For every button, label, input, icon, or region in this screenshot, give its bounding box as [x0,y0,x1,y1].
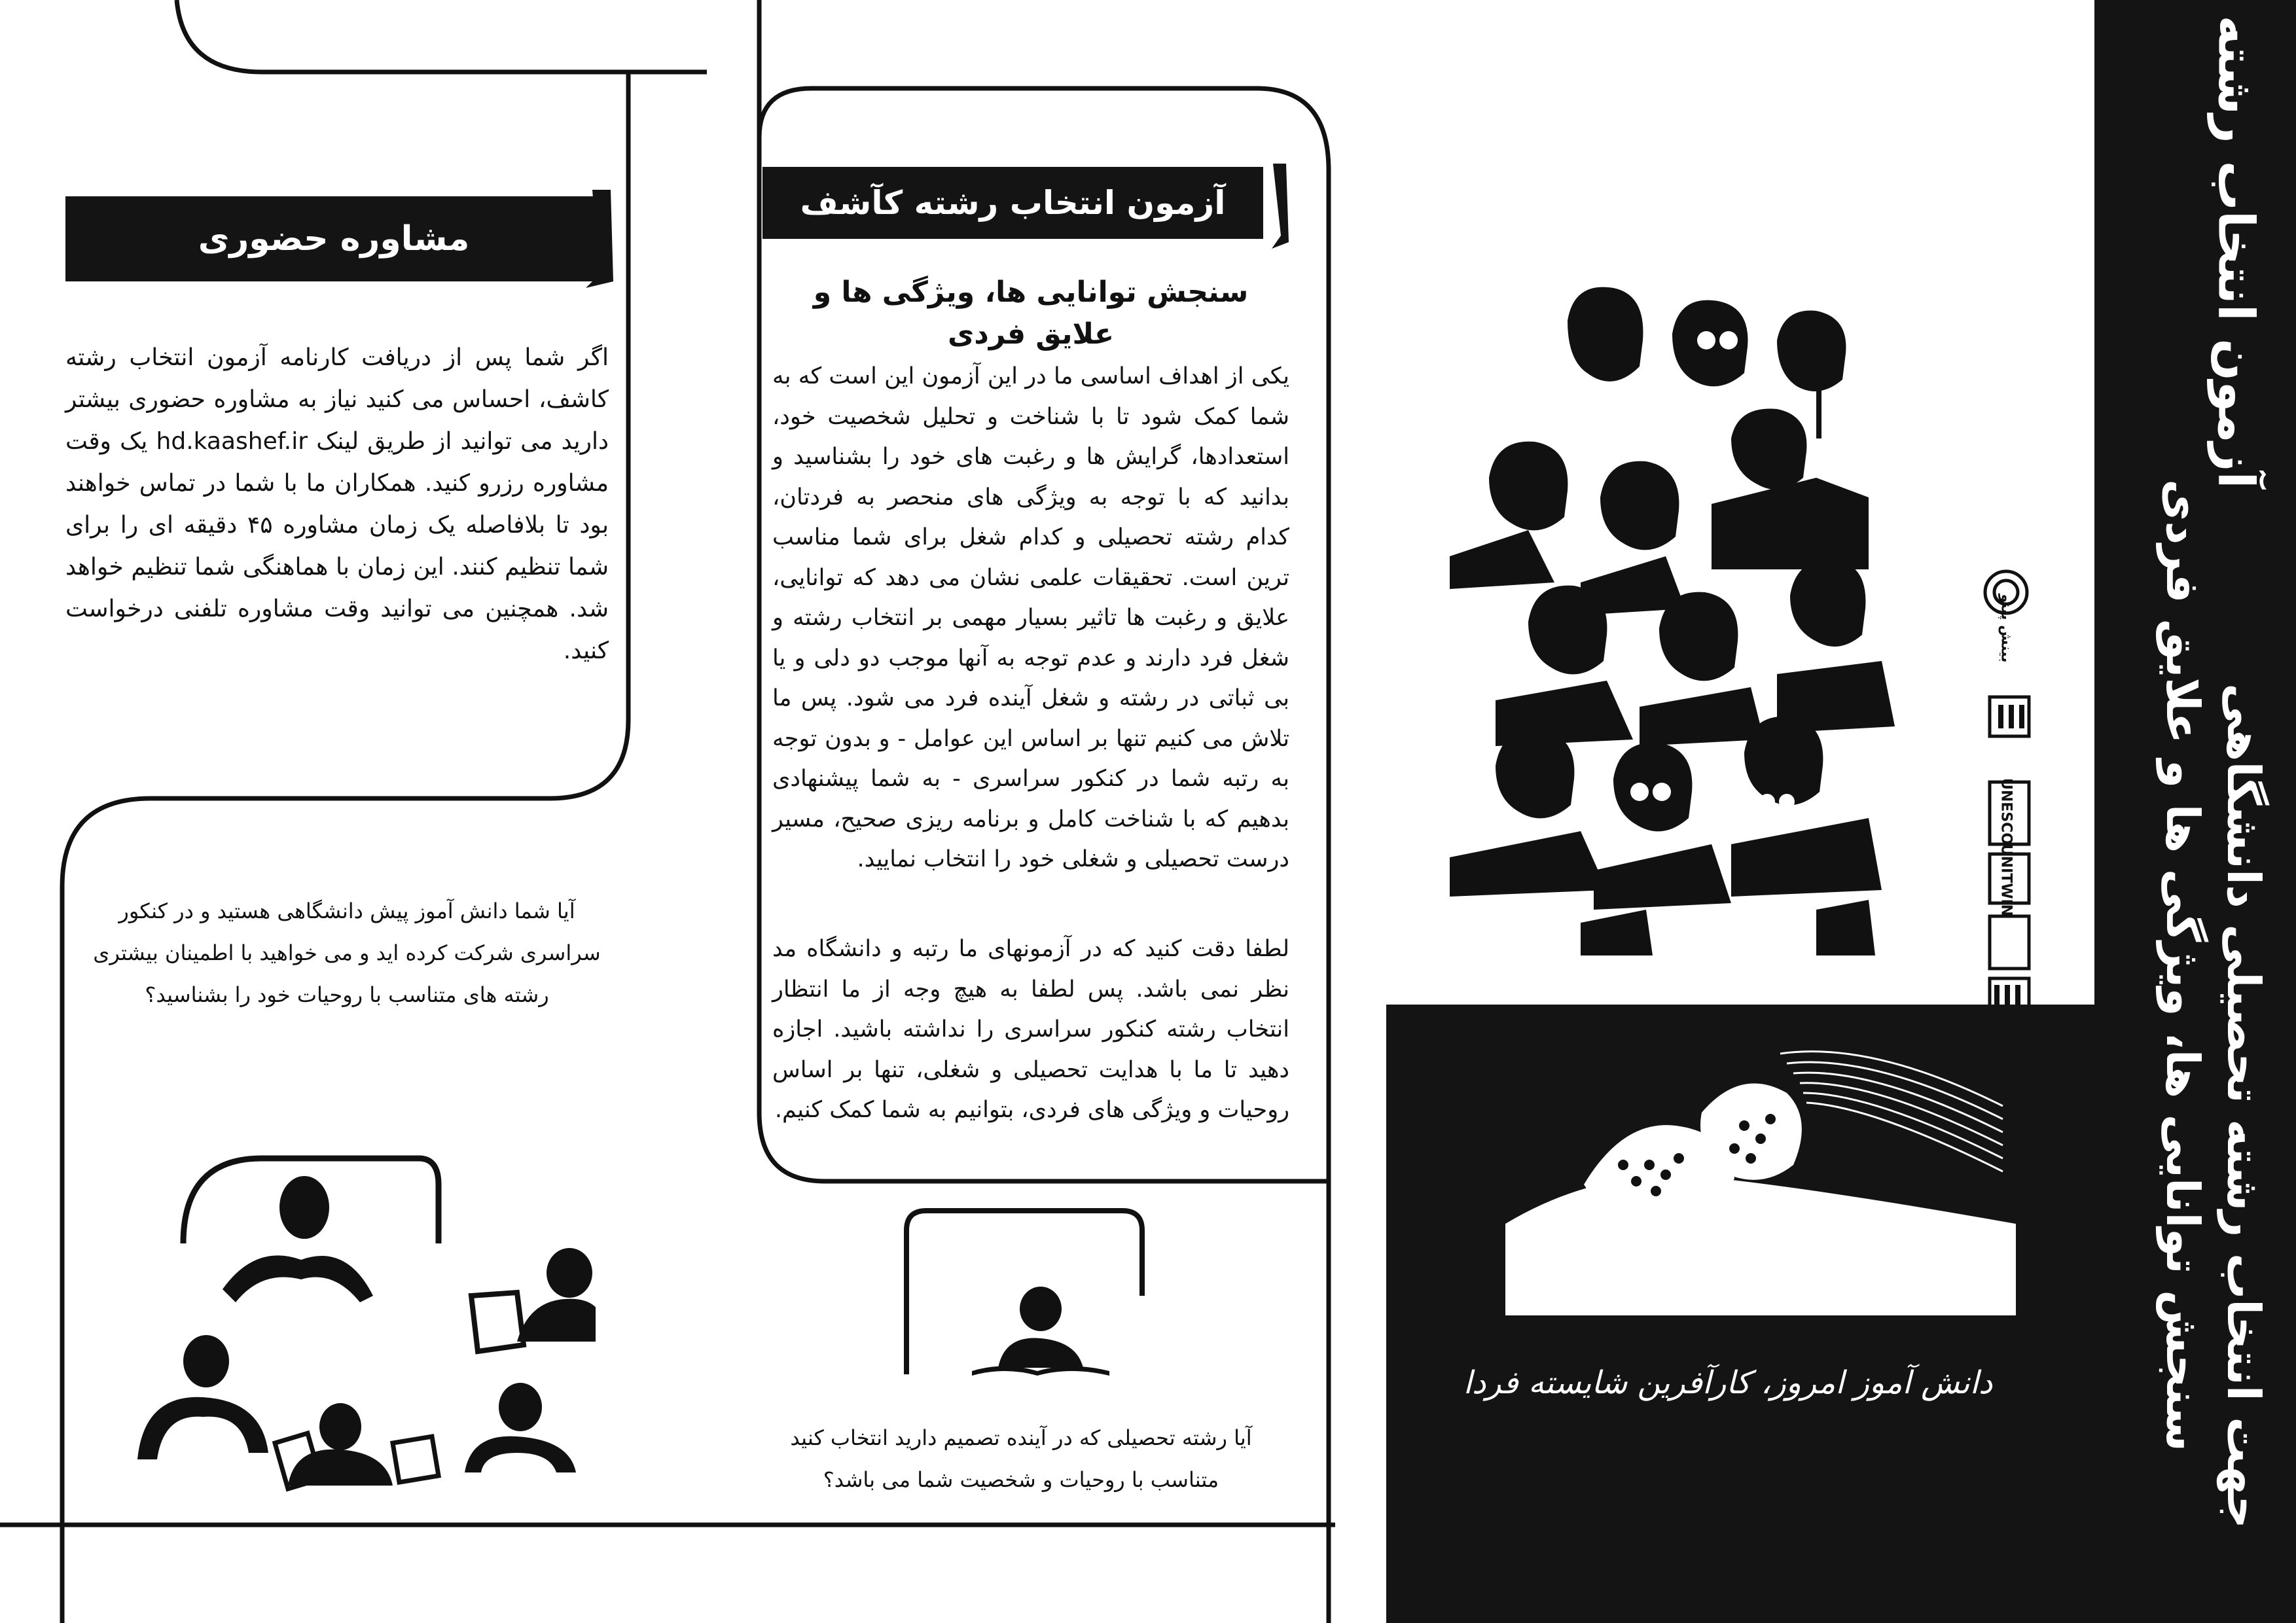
cover-title-line-2: سنجش توانایی ها، ویژگی ها و علایق فردی [2156,479,2210,1452]
reader-illustration [900,1204,1149,1387]
bar-end-brush-icon [579,190,619,288]
question-left: آیا شما دانش آموز پیش دانشگاهی هستید و در کنکور سراسری شرکت کرده اید و می خواهید با اطمینان بیشتری رشته های متناسب با روحیات خود را بشناسید؟ [93,899,601,1007]
logo-bineshpino: بینش پینو [1998,594,2015,663]
cover-title-line-3: جهت انتخاب رشته تحصیلی دانشگاهی [2217,683,2270,1529]
logo-unesco: UNESCO [1998,778,2015,845]
test-subheading: سنجش توانایی ها، ویژگی ها و علایق فردی [813,276,1249,351]
consultation-heading: مشاوره حضوری [198,219,470,259]
classroom-illustration [124,1145,596,1499]
pomegranate-hand-illustration [1505,1027,2016,1315]
consultation-body: اگر شما پس از دریافت کارنامه آزمون انتخاب رشته کاشف، احساس می کنید نیاز به مشاوره حضوری بیشتر دارید می توانید از طریق لینک hd.kaashef.ir یک وقت مشاوره رزرو کنید. همکاران ما با شما در تماس خواهند بود تا بلافاصله یک زمان مشاوره ۴۵ دقیقه ای را برای شما تنظیم کنند. این زمان با هماهنگی شما تنظیم خواهد شد. همچنین می توانید وقت مشاوره تلفنی درخواست کنید. [65,344,609,664]
test-heading: آزمون انتخاب رشته کآشف [800,184,1226,222]
cover-title-line-1: آزمون انتخاب رشته [2207,15,2266,489]
test-body-paragraph-2: لطفا دقت کنید که در آزمونهای ما رتبه و دانشگاه مد نظر نمی باشد. پس لطفا به هیچ وجه از ما انتظار انتخاب رشته کنکور سراسری را نداشته باشید. اجازه دهید تا ما با هدایت تحصیلی و شغلی، تنها بر اساس روحیات و ویژگی های فردی، بتوانیم به شما کمک کنیم. [772,936,1289,1123]
question-middle: آیا رشته تحصیلی که در آینده تصمیم دارید انتخاب کنید متناسب با روحیات و شخصیت شما می باشد؟ [790,1425,1252,1492]
consultation-heading-bar [65,196,602,281]
people-silhouettes-illustration [1450,281,1895,955]
test-body-paragraph-1: یکی از اهداف اساسی ما در این آزمون این است که به شما کمک شود تا با شناخت و تحلیل شخصیت خود، استعدادها، گرایش ها و رغبت های خود را بشناسید و بدانید که با توجه به ویژگی های منحصر به فردتان، کدام رشته تحصیلی و کدام شغل برای شما مناسب ترین است. تحقیقات علمی نشان می دهد که توانایی، علایق و رغبت ها تاثیر بسیار مهمی بر انتخاب رشته و شغل فرد دارند و عدم توجه به آنها موجب دو دلی و یا بی ثباتی در رشته و شغل آینده فرد می شود. پس ما تلاش می کنیم تنها بر اساس این عوامل - و بدون توجه به رتبه شما در کنکور سراسری - به شما پیشنهادی بدهیم که با شناخت کامل و برنامه ریزی صحیح، مسیر درست تحصیلی و شغلی خود را انتخاب نمایید. [772,363,1289,872]
logo-unitwin: UNITWIN [1998,844,2015,917]
bar-end-brush-icon [1266,164,1299,255]
slogan: دانش آموز امروز، کارآفرین شایسته فردا [1463,1364,1993,1401]
partner-logos [1980,553,2072,1031]
test-heading-bar [762,167,1263,239]
